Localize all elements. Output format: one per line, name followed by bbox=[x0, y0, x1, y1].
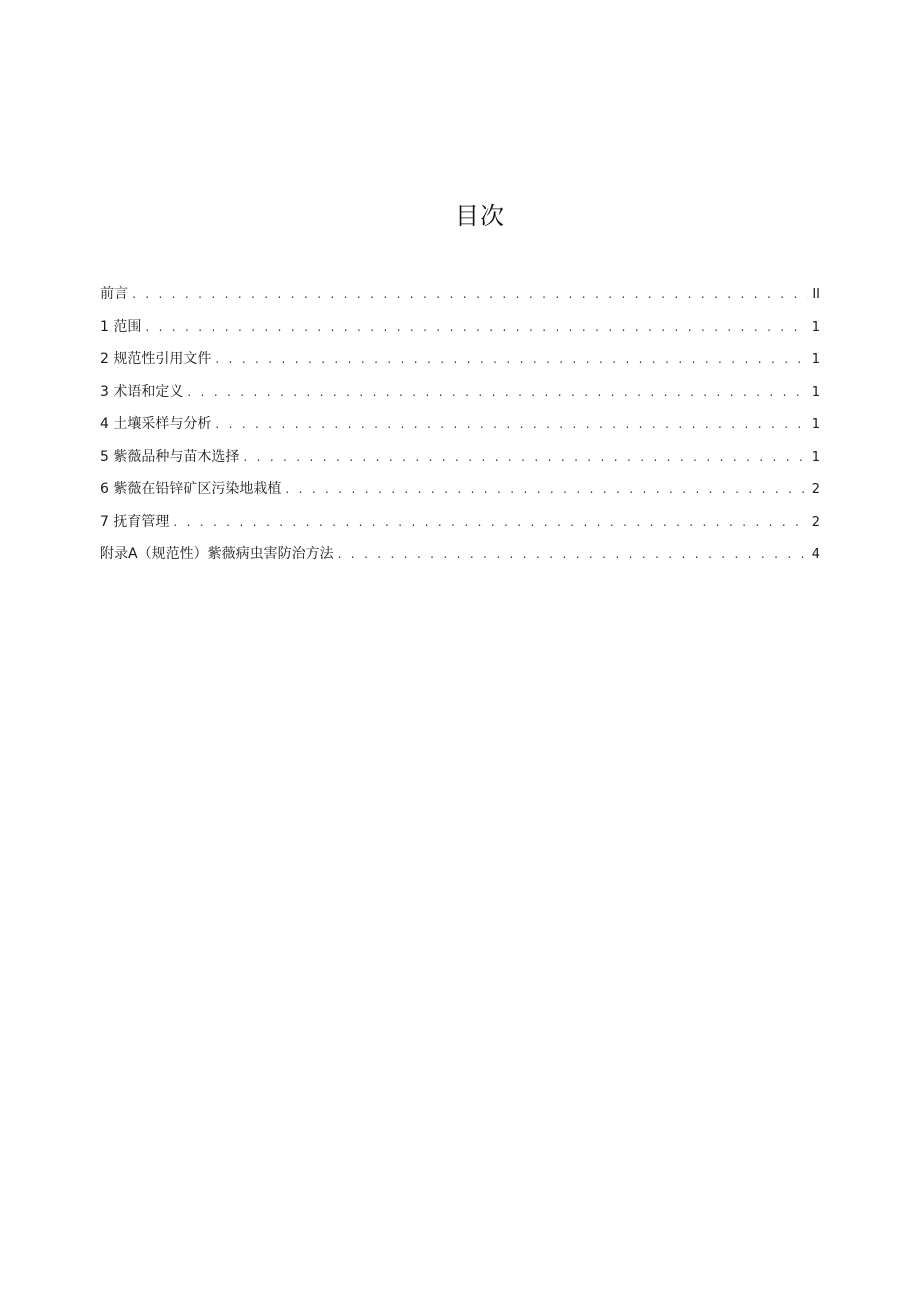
toc-entry-page: 2 bbox=[811, 482, 820, 497]
toc-entry-label: 前言 bbox=[100, 286, 128, 302]
toc-entry-planting[interactable] bbox=[100, 479, 820, 512]
toc-entry-scope[interactable] bbox=[100, 317, 820, 350]
toc-leader-dots bbox=[187, 382, 807, 402]
toc-leader-dots bbox=[215, 349, 807, 369]
toc-entry-page: II bbox=[812, 287, 820, 302]
toc-entry-soil-sampling[interactable] bbox=[100, 414, 820, 447]
toc-leader-dots bbox=[285, 479, 807, 499]
toc-entry-page: 1 bbox=[811, 352, 820, 367]
toc-entry-label: 1 范围 bbox=[100, 318, 142, 335]
toc-leader-dots bbox=[173, 512, 807, 532]
toc-entry-label: 4 土壤采样与分析 bbox=[100, 416, 212, 432]
toc-entry-page: 1 bbox=[811, 449, 820, 465]
toc-leader-dots bbox=[243, 447, 807, 467]
toc-entry-foreword[interactable] bbox=[100, 284, 820, 317]
toc-leader-dots bbox=[215, 414, 807, 434]
toc-entry-label: 5 紫薇品种与苗木选择 bbox=[100, 448, 240, 465]
toc-entry-page: 4 bbox=[811, 547, 820, 562]
toc-leader-dots bbox=[145, 317, 807, 337]
toc-entry-page: 1 bbox=[811, 384, 820, 400]
toc-entry-variety-selection[interactable] bbox=[100, 447, 820, 480]
toc-leader-dots bbox=[338, 544, 808, 564]
toc-entry-label: 7 抚育管理 bbox=[100, 513, 170, 530]
toc-entry-appendix-a[interactable] bbox=[100, 544, 820, 577]
toc-list bbox=[100, 284, 820, 577]
toc-leader-dots bbox=[132, 284, 808, 304]
toc-entry-page: 1 bbox=[811, 319, 820, 335]
toc-entry-label: 附录A（规范性）紫薇病虫害防治方法 bbox=[100, 546, 334, 562]
toc-entry-label: 3 术语和定义 bbox=[100, 383, 184, 400]
toc-entry-normative-references[interactable] bbox=[100, 349, 820, 382]
toc-entry-page: 1 bbox=[811, 417, 820, 432]
toc-entry-terms-definitions[interactable] bbox=[100, 382, 820, 415]
toc-title: 目次 bbox=[455, 202, 505, 230]
toc-entry-page: 2 bbox=[811, 514, 820, 530]
toc-entry-label: 6 紫薇在铅锌矿区污染地栽植 bbox=[100, 481, 282, 497]
toc-entry-label: 2 规范性引用文件 bbox=[100, 351, 212, 367]
toc-entry-tending-management[interactable] bbox=[100, 512, 820, 545]
